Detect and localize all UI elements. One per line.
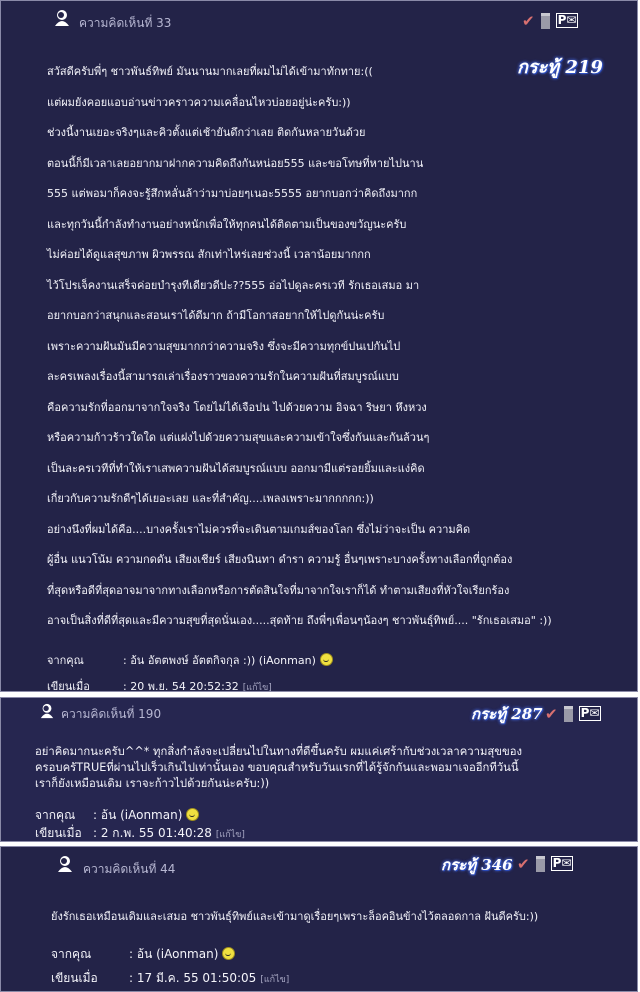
comment-text-line: ละครเพลงเรื่องนี้สามารถเล่าเรื่องราวของความรักในความฝันที่สมบูรณ์แบบ — [47, 370, 399, 383]
avatar-icon — [56, 855, 74, 873]
comment-card-44 — [0, 846, 638, 992]
tag-icon[interactable]: P✉ — [580, 706, 600, 720]
comment-controls — [511, 853, 573, 871]
post-date: : 20 พ.ย. 54 20:52:32 — [123, 680, 239, 693]
comment-text-line: ครอบครัTRUEที่ผ่านไปเร็วเกินไปเท่านั้นเอง ขอบคุณสำหรับวันแรกที่ได้รู้จักกันและพอมาเจออีกทีวันนี้ — [35, 761, 519, 774]
trash-icon[interactable] — [541, 13, 550, 29]
comment-text-line: อย่างนึงที่ผมได้คือ....บางครั้งเราไม่ควรที่จะเดินตามเกมส์ของโลก ซึ่งไม่ว่าจะเป็น ความคิด — [47, 523, 471, 536]
date-label: เขียนเมื่อ — [35, 826, 82, 840]
comment-text-line: อยากบอกว่าสนุกและสอนเราได้ดีมาก ถ้ามีโอกาสอยากให้ไปดูกันน่ะครับ — [47, 309, 385, 322]
post-date: : 2 ก.พ. 55 01:40:28 — [93, 826, 212, 840]
comment-text-line: คือความรักที่ออกมาจากใจจริง โดยไม่ได้เจือปน ไปด้วยความ อิจฉา ริษยา หึงหวง — [47, 401, 427, 414]
author-name[interactable]: : อ้น อัตตพงษ์ อัตตกิจกุล :)) (iAonman) — [123, 654, 316, 667]
comment-text-line: และทุกวันนี้กำลังทำงานอย่างหนักเพื่อให้ทุกคนได้ติดตามเป็นของขวัญนะครับ — [47, 218, 407, 231]
comment-text-line: เพราะความฝันมันมีความสุขมากกว่าความจริง ซึ่งจะมีความทุกข์ปนเปกันไป — [47, 340, 401, 353]
check-icon[interactable]: ✔ — [545, 704, 558, 723]
comment-controls — [516, 10, 578, 28]
check-icon[interactable]: ✔ — [522, 11, 535, 30]
check-icon[interactable]: ✔ — [517, 854, 530, 873]
comment-text-line: เป็นละครเวทีที่ทำให้เราเสพความฝันได้สมบูรณ์แบบ ออกมามีแต่รอยยิ้มและแง่คิด — [47, 462, 425, 475]
comment-number: ความคิดเห็นที่ 44 — [83, 862, 176, 876]
from-label: จากคุณ — [47, 654, 84, 667]
trash-icon[interactable] — [564, 706, 573, 722]
comment-text-line: ที่สุดหรือดีที่สุดอาจมาจากทางเลือกหรือการตัดสินใจที่มาจากใจเราก็ได้ ทำตามเสียงที่หัวใจเรียกร้อง — [47, 584, 510, 597]
kratoo-badge[interactable]: กระทู้ 346 — [441, 856, 513, 874]
date-label: เขียนเมื่อ — [47, 680, 90, 693]
comment-text-line: สวัสดีครับพี่ๆ ชาวพันธ์ทิพย์ มันนานมากเลยที่ผมไม่ได้เข้ามาทักทาย:(( — [47, 65, 373, 78]
author-row — [35, 806, 199, 825]
comment-text-line: อย่าคิดมากนะครับ^^* ทุกสิ่งกำลังจะเปลี่ยนไปในทางที่ดีขึ้นครับ ผมแค่เศร้ากับช่วงเวลาความสุขของ — [35, 745, 523, 758]
comment-text-line: ผู้อื่น แนวโน้ม ความกดดัน เสียงเชียร์ เสียงนินทา ดำรา ความรู้ อื่นๆเพราะบางครั้งทางเลือกที่ถูกต้อง — [47, 553, 513, 566]
author-name[interactable]: : อ้น (iAonman) — [93, 808, 183, 822]
comment-text-line: หรือความก้าวร้าวใดใด แต่แฝงไปด้วยความสุขและความเข้าใจซึ่งกันและกันล้วนๆ — [47, 431, 430, 444]
comment-text-line: ช่วงนี้งานเยอะจริงๆและคิวตั้งแต่เช้ายันดึกว่าเลย ติดกันหลายวันด้วย — [47, 126, 366, 139]
date-row — [47, 677, 272, 695]
edit-link[interactable]: [แก้ไข] — [215, 830, 245, 840]
comment-text-line: เกี่ยวกับความรักดีๆได้เยอะเลย และที่สำคัญ....เพลงเพราะมากกกกก:)) — [47, 492, 374, 505]
edit-link[interactable]: [แก้ไข] — [242, 683, 272, 693]
comment-text-line: ไม่ค่อยได้ดูแลสุขภาพ ผิวพรรณ สักเท่าไหร่เลยช่วงนี้ เวลาน้อยมากกก — [47, 248, 371, 261]
smile-icon — [222, 947, 235, 960]
comment-text-line: เราก็ยังเหมือนเดิม เราจะก้าวไปด้วยกันน่ะครับ:)) — [35, 777, 270, 790]
comment-number: ความคิดเห็นที่ 33 — [79, 16, 172, 30]
smile-icon — [320, 653, 333, 666]
from-label: จากคุณ — [35, 808, 76, 822]
tag-icon[interactable]: P✉ — [557, 13, 577, 27]
date-row — [51, 969, 289, 988]
comment-text-line: ตอนนี้ก็มีเวลาเลยอยากมาฝากความคิดถึงกันหน่อย555 และขอโทษที่หายไปนาน — [47, 157, 424, 170]
avatar-icon — [39, 703, 57, 721]
author-row — [47, 651, 333, 669]
comment-card-190 — [0, 697, 638, 842]
trash-icon[interactable] — [536, 856, 545, 872]
smile-icon — [186, 808, 199, 821]
comment-text-line: แต่ผมยังคอยแอบอ่านข่าวคราวความเคลื่อนไหวบ่อยอยู่น่ะครับ:)) — [47, 96, 351, 109]
author-name[interactable]: : อ้น (iAonman) — [129, 947, 219, 961]
date-row — [35, 824, 245, 843]
date-label: เขียนเมื่อ — [51, 971, 98, 985]
edit-link[interactable]: [แก้ไข] — [260, 975, 290, 985]
comment-text-line: 555 แต่พอมาก็คงจะรู้สึกหลั่นล้าว่ามาบ่อยๆเนอะ5555 อยากบอกว่าคิดถึงมากก — [47, 187, 418, 200]
tag-icon[interactable]: P✉ — [552, 856, 572, 870]
kratoo-badge[interactable]: กระทู้ 287 — [471, 705, 543, 723]
comment-number: ความคิดเห็นที่ 190 — [61, 707, 162, 721]
post-date: : 17 มี.ค. 55 01:50:05 — [129, 971, 257, 985]
comment-text-line: อาจเป็นสิ่งที่ดีที่สุดและมีความสุขที่สุดนั่นเอง.....สุดท้าย ถึงพี่ๆเพื่อนๆน้องๆ ชาวพันธุ์ทิพย์.... "รักเธอเสมอ" :)) — [47, 614, 552, 627]
kratoo-badge[interactable]: กระทู้ 219 — [517, 57, 603, 78]
from-label: จากคุณ — [51, 947, 92, 961]
comment-controls — [539, 703, 601, 721]
comment-text-line: ยังรักเธอเหมือนเดิมและเสมอ ชาวพันธุ์ทิพย์และเข้ามาดูเรื่อยๆเพราะล็อคอินข้างไว้ตลอดกาล ฝันดีครับ:)) — [51, 910, 539, 923]
author-row — [51, 945, 235, 964]
avatar-icon — [53, 9, 71, 27]
comment-text-line: ไว้โปรเจ็คงานเสร็จค่อยบำรุงทีเดียวดีปะ??555 อ่อไปดูละครเวที รักเธอเสมอ มา — [47, 279, 420, 292]
